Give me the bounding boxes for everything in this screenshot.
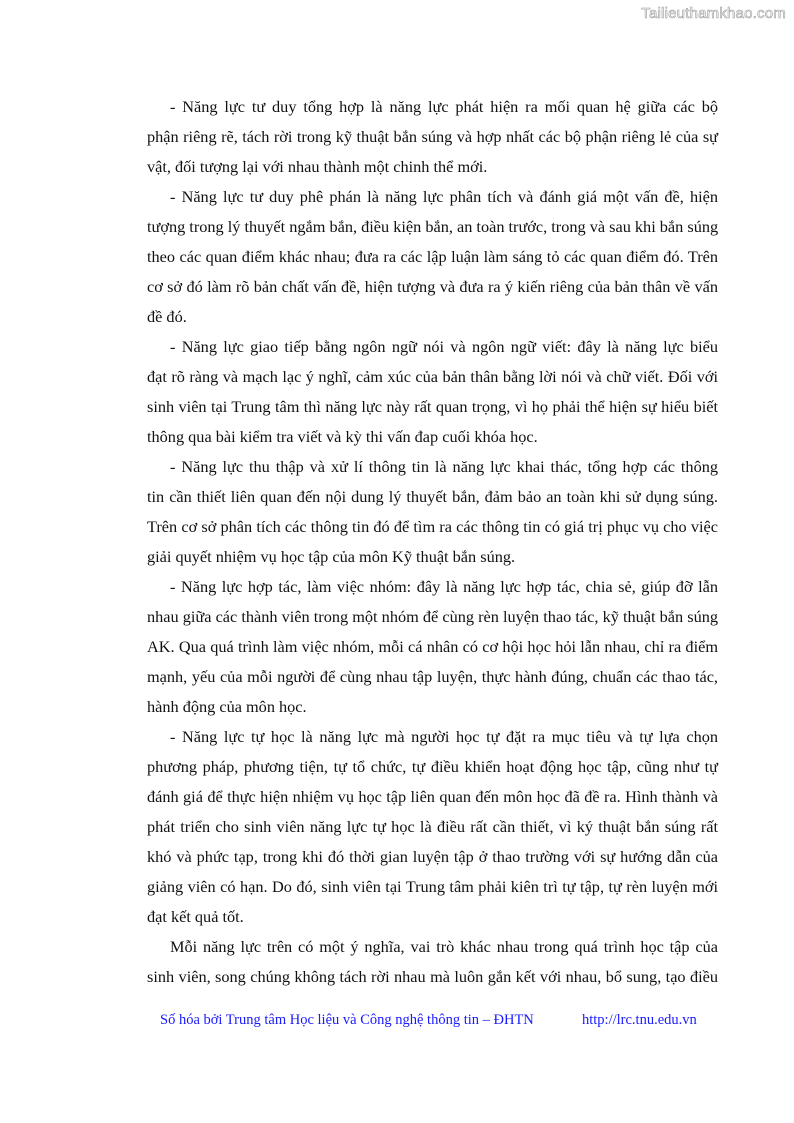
text-line: hành động của môn học. — [147, 697, 307, 716]
text-line: tin cần thiết liên quan đến nội dung lý thuyết bắn, đảm bảo an toàn khi sử dụng súng. — [147, 487, 718, 506]
text-line: sinh viên, song chúng không tách rời nhau mà luôn gắn kết với nhau, bổ sung, tạo điều — [147, 967, 718, 986]
text-line: cơ sở đó làm rõ bản chất vấn đề, hiện tượng và đưa ra ý kiến riêng của bản thân về vấn — [147, 277, 718, 296]
paragraph — [147, 92, 718, 182]
text-line: AK. Qua quá trình làm việc nhóm, mỗi cá nhân có cơ hội học hỏi lẫn nhau, chỉ ra điểm — [147, 637, 718, 656]
paragraph — [147, 932, 718, 992]
text-line: đề đó. — [147, 307, 187, 326]
text-line: thông qua bài kiểm tra viết và kỳ thi vấn đap cuối khóa học. — [147, 427, 538, 446]
text-line: giải quyết nhiệm vụ học tập của môn Kỹ thuật bắn súng. — [147, 547, 516, 566]
text-line: - Năng lực thu thập và xử lí thông tin là năng lực khai thác, tổng hợp các thông — [170, 457, 718, 476]
paragraph — [147, 332, 718, 452]
text-line: - Năng lực hợp tác, làm việc nhóm: đây là năng lực hợp tác, chia sẻ, giúp đỡ lẫn — [170, 577, 718, 596]
footer-credit: Số hóa bởi Trung tâm Học liệu và Công nghệ thông tin – ĐHTN — [160, 1012, 534, 1028]
text-line: nhau giữa các thành viên trong một nhóm để cùng rèn luyện thao tác, kỹ thuật bắn súng — [147, 607, 718, 626]
text-line: đạt rõ ràng và mạch lạc ý nghĩ, cảm xúc của bản thân bằng lời nói và chữ viết. Đối với — [147, 367, 718, 386]
paragraph — [147, 572, 718, 722]
footer-url[interactable]: http://lrc.tnu.edu.vn — [582, 1012, 697, 1028]
text-line: - Năng lực tự học là năng lực mà người học tự đặt ra mục tiêu và tự lựa chọn — [170, 727, 718, 746]
text-line: tượng trong lý thuyết ngắm bắn, điều kiện bắn, an toàn trước, trong và sau khi bắn súng — [147, 217, 719, 236]
text-line: phận riêng rẽ, tách rời trong kỹ thuật bắn súng và hợp nhất các bộ phận riêng lẻ của sự — [147, 127, 718, 146]
paragraph — [147, 182, 718, 332]
text-line: theo các quan điểm khác nhau; đưa ra các lập luận làm sáng tỏ các quan điểm đó. Trên — [147, 247, 718, 266]
text-line: - Năng lực giao tiếp bằng ngôn ngữ nói và ngôn ngữ viết: đây là năng lực biểu — [170, 337, 718, 356]
text-line: sinh viên tại Trung tâm thì năng lực này rất quan trọng, vì họ phải thể hiện sự hiểu biết — [147, 397, 718, 416]
paragraph — [147, 452, 718, 572]
text-line: Trên cơ sở phân tích các thông tin đó để tìm ra các thông tin có giá trị phục vụ cho việc — [147, 517, 718, 536]
text-line: - Năng lực tư duy phê phán là năng lực phân tích và đánh giá một vấn đề, hiện — [170, 187, 718, 206]
text-line: khó và phức tạp, trong khi đó thời gian luyện tập ở thao trường với sự hướng dẫn của — [147, 847, 718, 866]
text-line: vật, đối tượng lại với nhau thành một chinh thể mới. — [147, 157, 488, 176]
text-line: đạt kết quả tốt. — [147, 907, 244, 926]
paragraph — [147, 722, 718, 932]
text-line: phương pháp, phương tiện, tự tổ chức, tự điều khiển hoạt động học tập, cũng như tự — [147, 757, 718, 776]
text-line: phát triển cho sinh viên năng lực tự học là điều rất cần thiết, vì ký thuật bắn súng rất — [147, 817, 718, 836]
watermark: Tailieuthamkhao.com — [641, 5, 786, 22]
text-line: đánh giá để thực hiện nhiệm vụ học tập liên quan đến môn học đã đề ra. Hình thành và — [147, 787, 718, 806]
text-line: - Năng lực tư duy tổng hợp là năng lực phát hiện ra mối quan hệ giữa các bộ — [170, 97, 718, 116]
document-body — [147, 92, 718, 992]
text-line: Mỗi năng lực trên có một ý nghĩa, vai trò khác nhau trong quá trình học tập của — [170, 937, 718, 956]
text-line: mạnh, yếu của mỗi người để cùng nhau tập luyện, thực hành đúng, chuẩn các thao tác, — [147, 667, 718, 686]
text-line: giảng viên có hạn. Do đó, sinh viên tại Trung tâm phải kiên trì tự tập, tự rèn luyện mới — [147, 877, 718, 896]
